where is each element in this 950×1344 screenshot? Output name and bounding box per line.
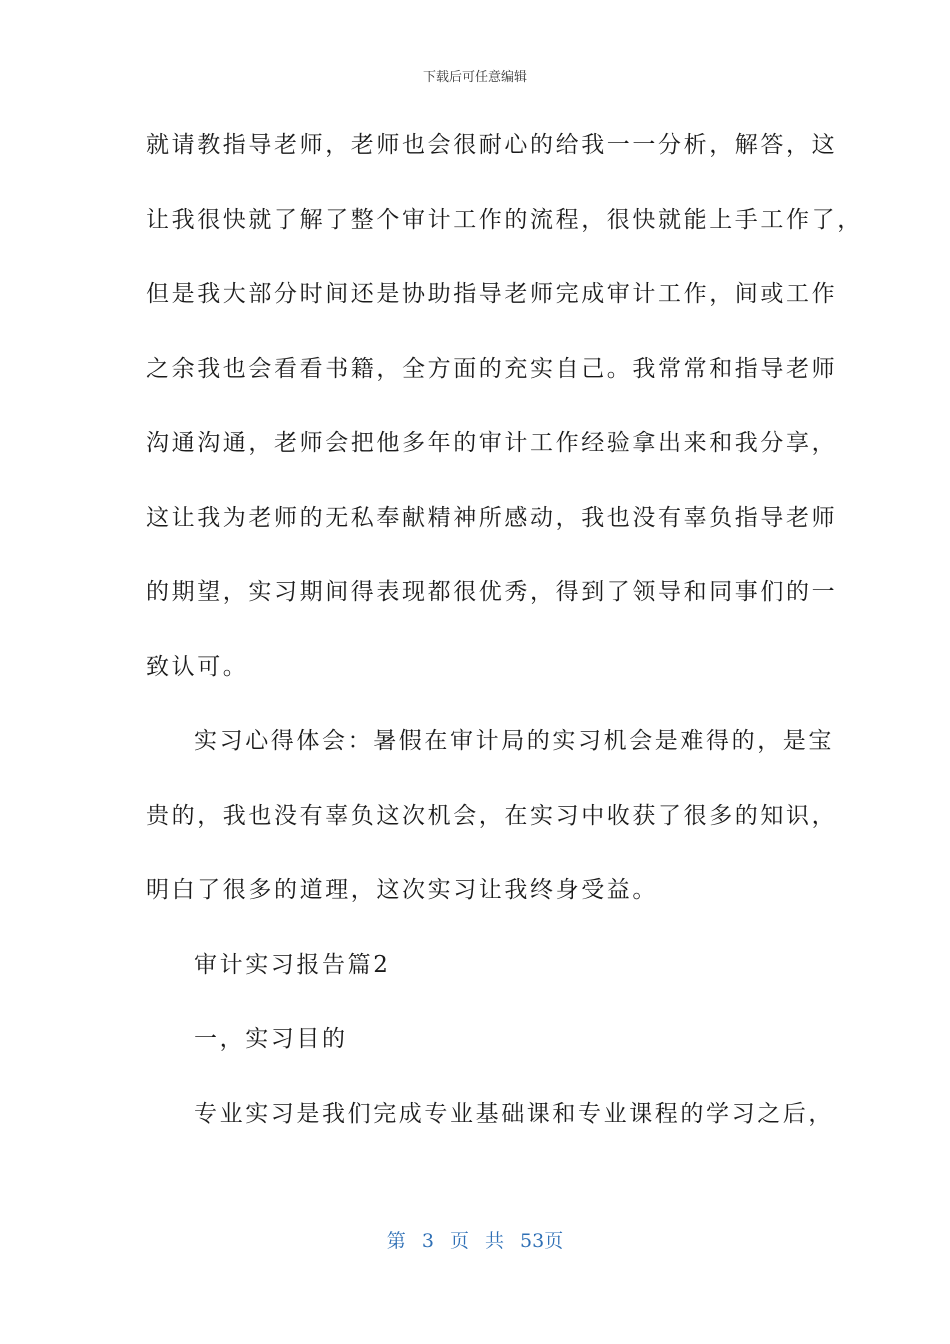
text-line: 致认可。	[146, 653, 249, 680]
page-number-footer: 第 3 页 共 53页	[386, 1230, 564, 1252]
text-line: 的期望，实习期间得表现都很优秀，得到了领导和同事们的一	[146, 579, 838, 605]
paragraph-start-line: 专业实习是我们完成专业基础课和专业课程的学习之后，	[194, 1100, 834, 1127]
text-line: 这让我为老师的无私奉献精神所感动，我也没有辜负指导老师	[146, 504, 838, 531]
page-header: 下载后可任意编辑	[422, 70, 527, 85]
text-line: 让我很快就了解了整个审计工作的流程，很快就能上手工作了，	[146, 206, 863, 233]
paragraph-start-line: 实习心得体会：暑假在审计局的实习机会是难得的，是宝	[194, 728, 834, 754]
text-line: 明白了很多的道理，这次实习让我终身受益。	[146, 877, 658, 903]
document-body	[146, 125, 863, 1168]
section-heading: 审计实习报告篇2	[194, 951, 391, 978]
text-line: 就请教指导老师，老师也会很耐心的给我一一分析，解答，这	[146, 132, 838, 158]
text-line: 但是我大部分时间还是协助指导老师完成审计工作，间或工作	[146, 281, 838, 307]
text-line: 沟通沟通，老师会把他多年的审计工作经验拿出来和我分享，	[146, 430, 838, 456]
text-line: 之余我也会看看书籍，全方面的充实自己。我常常和指导老师	[146, 355, 838, 382]
text-line: 贵的，我也没有辜负这次机会，在实习中收获了很多的知识，	[146, 802, 838, 829]
subsection-heading: 一，实习目的	[194, 1026, 348, 1052]
